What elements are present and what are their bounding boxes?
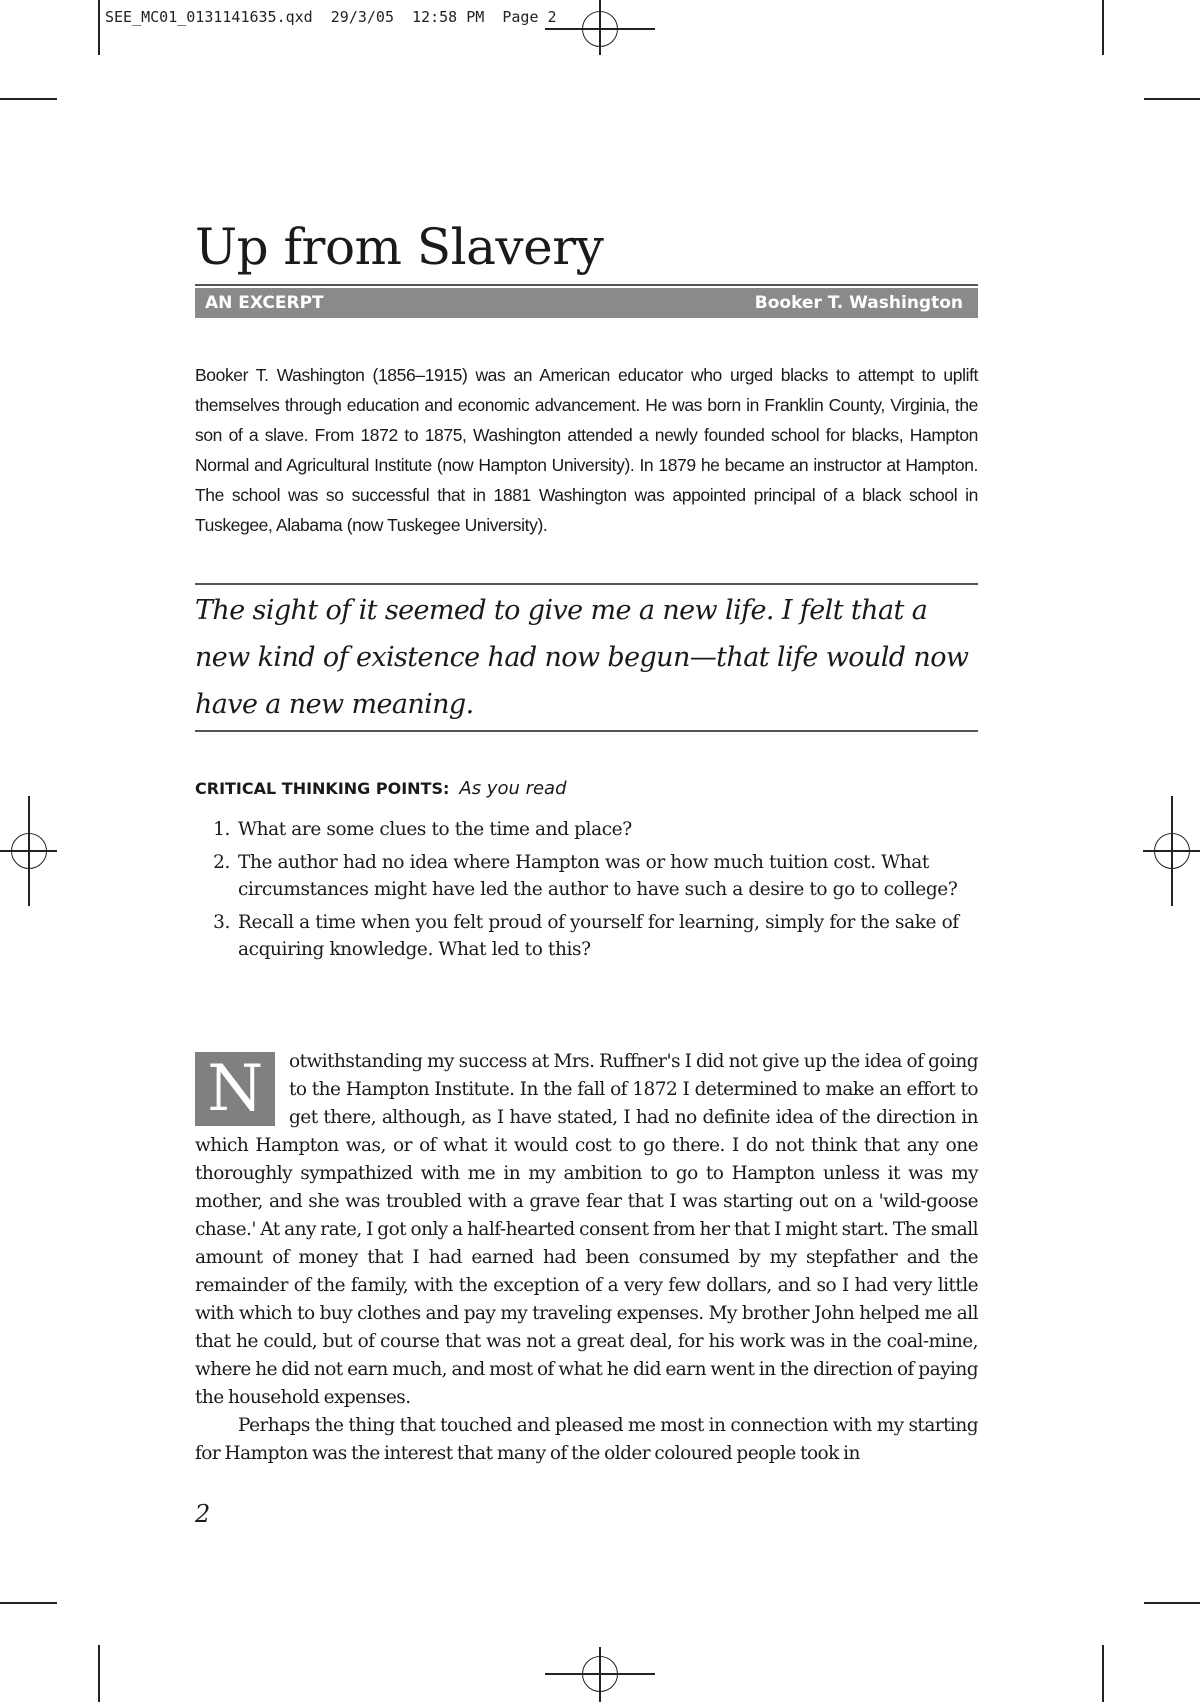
- body-paragraph-2: Perhaps the thing that touched and pleased me most in connection with my starting for Hampton was the interest that many of the older coloured people took in: [195, 1415, 978, 1464]
- crop-mark-top-right-h: [1144, 98, 1200, 100]
- reg-mark-bottom-circle: [582, 1656, 618, 1692]
- question-number: 2.: [213, 852, 230, 873]
- body-paragraph-1: [195, 1048, 978, 1412]
- drop-cap: N: [195, 1052, 275, 1126]
- page-number: 2: [195, 1500, 211, 1528]
- list-item: [195, 909, 978, 963]
- critical-thinking-label: CRITICAL THINKING POINTS:: [195, 779, 450, 798]
- critical-thinking-heading: [195, 778, 567, 799]
- pullquote-top-rule: [195, 583, 978, 585]
- list-item: [195, 816, 978, 843]
- crop-mark-bottom-left-v: [98, 1645, 100, 1702]
- question-text: Recall a time when you felt proud of yourself for learning, simply for the sake of acquiring knowledge. What led to this?: [238, 912, 959, 960]
- pullquote: The sight of it seemed to give me a new life. I felt that a new kind of existence had now begun—that life would now have a new meaning.: [195, 595, 969, 720]
- author-bio: Booker T. Washington (1856–1915) was an American educator who urged blacks to attempt to uplift themselves through education and economic advancement. He was born in Franklin County, Virginia, the son of a slave. From 1872 to 1875, Washington attended a newly founded school for blacks, Hampton Normal and Agricultural Institute (now Hampton University). In 1879 he became an instructor at Hampton. The school was so successful that in 1881 Washington was appointed principal of a black school in Tuskegee, Alabama (now Tuskegee University).: [195, 365, 978, 535]
- question-number: 3.: [213, 912, 230, 933]
- crop-mark-bottom-right-v: [1102, 1645, 1104, 1702]
- author-name: Booker T. Washington: [754, 293, 963, 313]
- page-title: Up from Slavery: [195, 218, 604, 276]
- list-item: [195, 849, 978, 903]
- question-number: 1.: [213, 819, 230, 840]
- reg-mark-left-circle: [11, 833, 47, 869]
- question-list: [195, 816, 978, 969]
- excerpt-body: [195, 1048, 978, 1468]
- crop-mark-top-left-h: [0, 98, 57, 100]
- printer-slug: SEE_MC01_0131141635.qxd 29/3/05 12:58 PM Page 2: [105, 8, 557, 26]
- crop-mark-top-left-v: [98, 0, 100, 55]
- crop-mark-bottom-right-h: [1144, 1602, 1200, 1604]
- crop-mark-bottom-left-h: [0, 1602, 57, 1604]
- reg-mark-top-circle: [582, 11, 618, 47]
- pullquote-bottom-rule: [195, 730, 978, 732]
- question-text: The author had no idea where Hampton was or how much tuition cost. What circumstances might have led the author to have such a desire to go to college?: [238, 852, 958, 900]
- reg-mark-right-circle: [1154, 833, 1190, 869]
- body-paragraph-1-text: otwithstanding my success at Mrs. Ruffner's I did not give up the idea of going to the Hampton Institute. In the fall of 1872 I determined to make an effort to get there, although, as I have stated, I had no definite idea of the direction in which Hampton was, or of what it would cost to go there. I do not think that any one thoroughly sympathized with me in my ambition to go to Hampton unless it was my mother, and she was troubled with a grave fear that I was starting out on a 'wild-goose chase.' At any rate, I got only a half-hearted consent from her that I might start. The small amount of money that I had earned had been consumed by my stepfather and the remainder of the family, with the exception of a very few dollars, and so I had very little with which to buy clothes and pay my traveling expenses. My brother John helped me all that he could, but of course that was not a great deal, for his work was in the coal-mine, where he did not earn much, and most of what he did earn went in the direction of paying the household expenses.: [195, 1051, 978, 1408]
- question-text: What are some clues to the time and place?: [238, 819, 632, 840]
- excerpt-label: AN EXCERPT: [205, 293, 324, 313]
- title-rule: [195, 284, 978, 286]
- critical-thinking-sub: As you read: [459, 778, 567, 799]
- crop-mark-top-right-v: [1102, 0, 1104, 55]
- excerpt-bar: [195, 288, 978, 318]
